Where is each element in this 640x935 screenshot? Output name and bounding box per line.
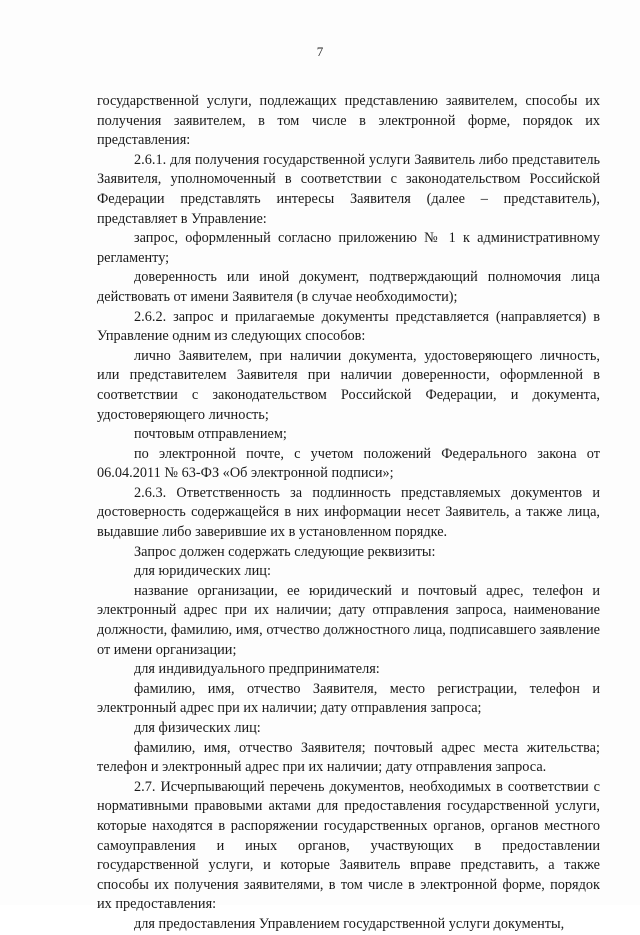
paragraph: для физических лиц: [134,720,261,736]
paragraph: для предоставления Управлением государственной услуги документы, [134,915,565,932]
paragraph: почтовым отправлением; [134,426,287,443]
paragraph: лично Заявителем, при наличии документа, удостоверяющего личность, или представителем Заявителя при наличии доверенности, оформленной в соответствии с законодательством Российской Федерации, и документа, удостоверяющего личность; [97,347,600,423]
paragraph: для юридических лиц: [134,563,271,580]
body-text [97,92,600,935]
paragraph: 2.6.3. Ответственность за подлинность представляемых документов и достоверность содержащейся в них информации несет Заявитель, а также лица, выдавшие либо заверившие их в установленном порядке. [97,484,600,541]
paragraph: 2.6.1. для получения государственной услуги Заявитель либо представитель Заявителя, уполномоченный в соответствии с законодательством Российской Федерации представлять интересы Заявителя (далее – представитель), представляет в Управление: [97,151,600,227]
paragraph: название организации, ее юридический и почтовый адрес, телефон и электронный адрес при их наличии; дату отправления запроса, наименование должности, фамилию, имя, отчество должностного лица, подписавшего заявление от имени организации; [97,582,600,658]
paragraph: фамилию, имя, отчество Заявителя; почтовый адрес места жительства; телефон и электронный адрес при их наличии; дату отправления запроса. [97,739,600,776]
paragraph: 2.7. Исчерпывающий перечень документов, необходимых в соответствии с нормативными правовыми актами для предоставления государственной услуги, которые находятся в распоряжении государственных органов, органов местного самоуправления и иных органов, участвующих в предоставлении государственной услуги, и которые Заявитель вправе представить, а также способы их получения заявителями, в том числе в электронной форме, порядок их предоставления: [97,778,600,913]
paragraph: государственной услуги, подлежащих представлению заявителем, способы их получения заявителем, в том числе в электронной форме, порядок их представления: [97,93,600,149]
page-number: 7 [316,44,324,59]
paragraph: Запрос должен содержать следующие реквизиты: [134,543,436,560]
paragraph: 2.6.2. запрос и прилагаемые документы представляется (направляется) в Управление одним из следующих способов: [97,308,600,345]
paragraph: запрос, оформленный согласно приложению № 1 к административному регламенту; [97,230,600,266]
paragraph: доверенность или иной документ, подтверждающий полномочия лица действовать от имени Заявителя (в случае необходимости); [97,269,600,305]
paragraph: фамилию, имя, отчество Заявителя, место регистрации, телефон и электронный адрес при их наличии; дату отправления запроса; [97,680,600,717]
paragraph: для индивидуального предпринимателя: [134,661,380,678]
paragraph: по электронной почте, с учетом положений Федерального закона от 06.04.2011 № 63-ФЗ «Об электронной подписи»; [97,445,600,482]
